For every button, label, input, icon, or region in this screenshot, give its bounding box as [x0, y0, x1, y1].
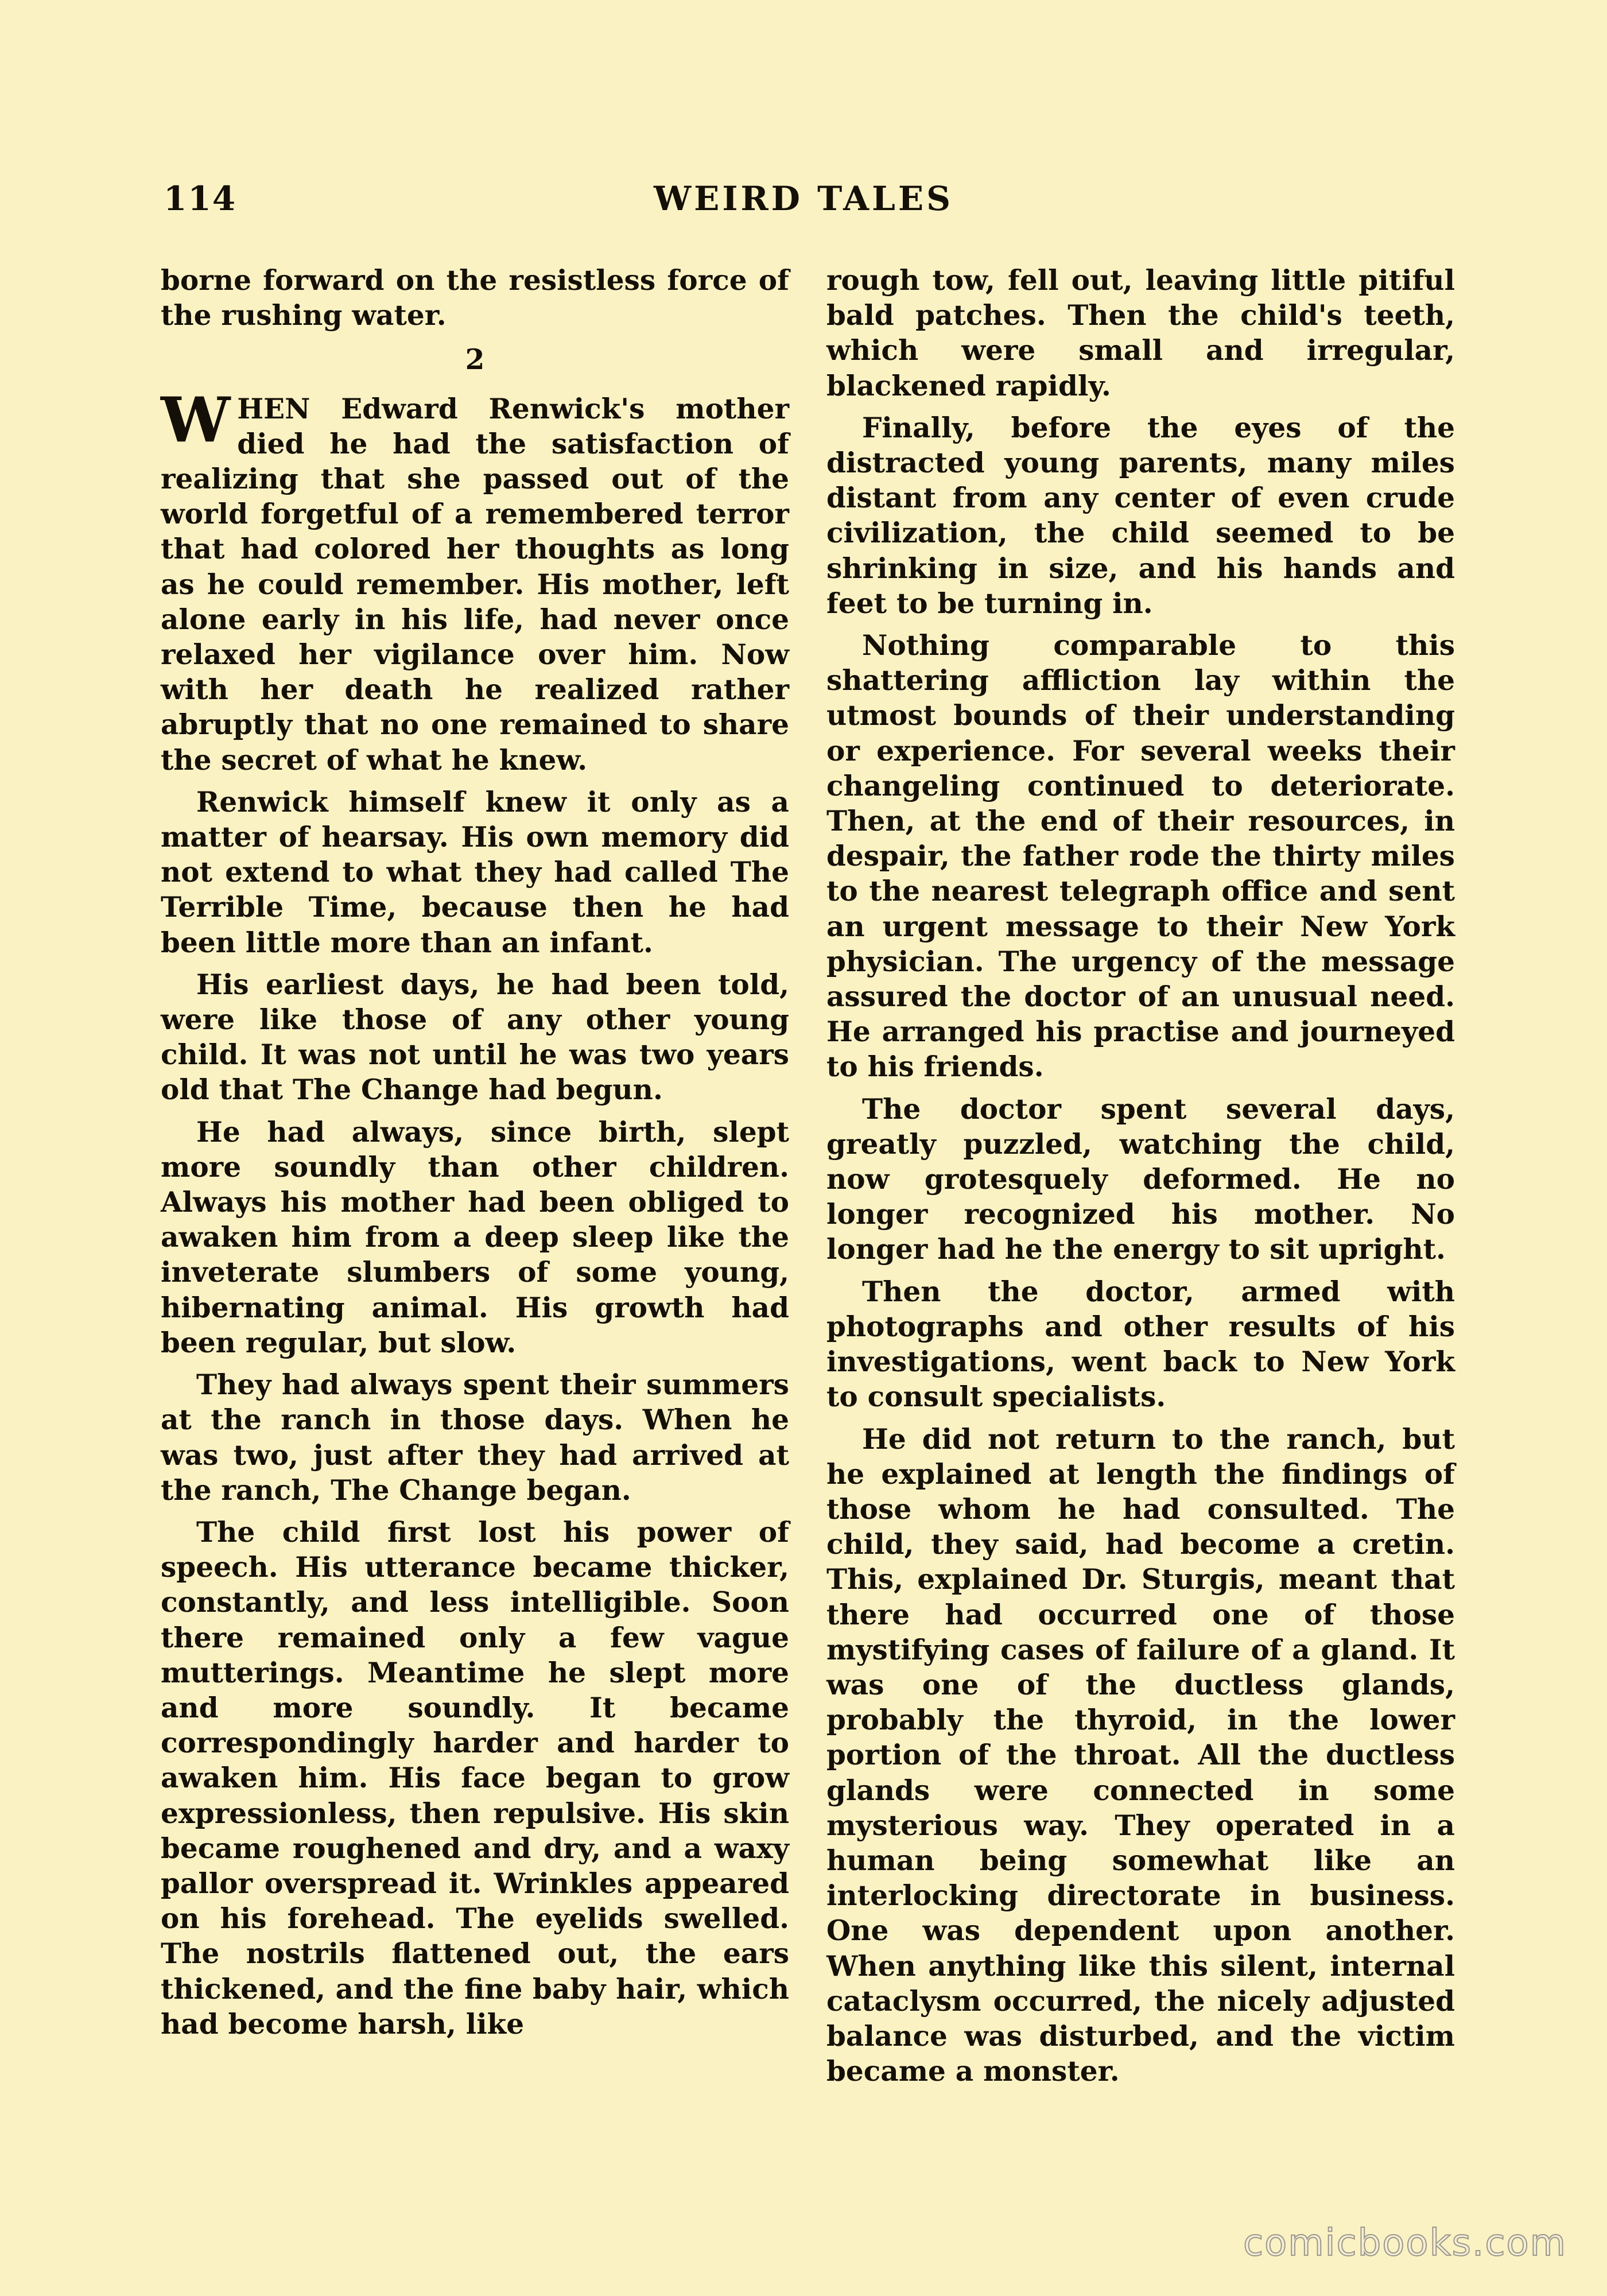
left-column	[161, 263, 789, 2049]
page-number: 114	[164, 179, 237, 218]
right-column	[826, 263, 1455, 2096]
section-number: 2	[465, 343, 485, 377]
drop-cap: W	[161, 383, 231, 456]
paragraph-opening	[161, 383, 789, 778]
watermark: comicbooks.com	[1243, 2222, 1567, 2264]
paragraph: Renwick himself knew it only as a matter of hearsay. His own memory did not extend to what they had called The Terrible Time, because then he had been little more than an infant.	[161, 785, 789, 959]
paragraph-continuation: borne forward on the resistless force of the rushing water.	[161, 264, 789, 332]
paragraph: His earliest days, he had been told, were like those of any other young child. It was not until he was two years old that The Change had begun.	[161, 968, 789, 1107]
page-header	[164, 179, 1443, 219]
paragraph: He had always, since birth, slept more soundly than other children. Always his mother had been obliged to awaken him from a deep sleep like the inveterate slumbers of some young, hibernating animal. His growth had been regular, but slow.	[161, 1115, 789, 1359]
paragraph: Nothing comparable to this shattering affliction lay within the utmost bounds of their understanding or experience. For several weeks their changeling continued to deteriorate. Then, at the end of their resources, in despair, the father rode the thirty miles to the nearest telegraph office and sent an urgent message to their New York physician. The urgency of the message assured the doctor of an unusual need. He arranged his practise and journeyed to his friends.	[826, 629, 1455, 1084]
paragraph: They had always spent their summers at the ranch in those days. When he was two, just after they had arrived at the ranch, The Change began.	[161, 1368, 789, 1507]
paragraph: Finally, before the eyes of the distracted young parents, many miles distant from any center of even crude civilization, the child seemed to be shrinking in size, and his hands and feet to be turning in.	[826, 411, 1455, 620]
paragraph-opening-text: HEN Edward Renwick's mother died he had the satisfaction of realizing that she passed out of the world forgetful of a remembered terror that had colored her thoughts as long as he could remember. His mother, left alone early in his life, had never once relaxed her vigilance over him. Now with her death he realized rather abruptly that no one remained to share the secret of what he knew.	[161, 392, 789, 777]
paragraph: The doctor spent several days, greatly puzzled, watching the child, now grotesquely deformed. He no longer recognized his mother. No longer had he the energy to sit upright.	[826, 1092, 1455, 1266]
paragraph-continuation: rough tow, fell out, leaving little pitiful bald patches. Then the child's teeth, which were small and irregular, blackened rapidly.	[826, 264, 1455, 402]
paragraph: The child first lost his power of speech. His utterance became thicker, constantly, and less intelligible. Soon there remained only a few vague mutterings. Meantime he slept more and more soundly. It became correspondingly harder and harder to awaken him. His face began to grow expressionless, then repulsive. His skin became roughened and dry, and a waxy pallor overspread it. Wrinkles appeared on his forehead. The eyelids swelled. The nostrils flattened out, the ears thickened, and the fine baby hair, which had become harsh, like	[161, 1515, 789, 2041]
paragraph: Then the doctor, armed with photographs and other results of his investigations, went back to New York to consult specialists.	[826, 1275, 1455, 1414]
paragraph: He did not return to the ranch, but he explained at length the findings of those whom he had consulted. The child, they said, had become a cretin. This, explained Dr. Sturgis, meant that there had occurred one of those mystifying cases of failure of a gland. It was one of the ductless glands, probably the thyroid, in the lower portion of the throat. All the ductless glands were connected in some mysterious way. They operated in a human being somewhat like an interlocking directorate in business. One was dependent upon another. When anything like this silent, internal cataclysm occurred, the nicely adjusted balance was disturbed, and the victim became a monster.	[826, 1422, 1455, 2088]
running-title: WEIRD TALES	[653, 179, 954, 218]
